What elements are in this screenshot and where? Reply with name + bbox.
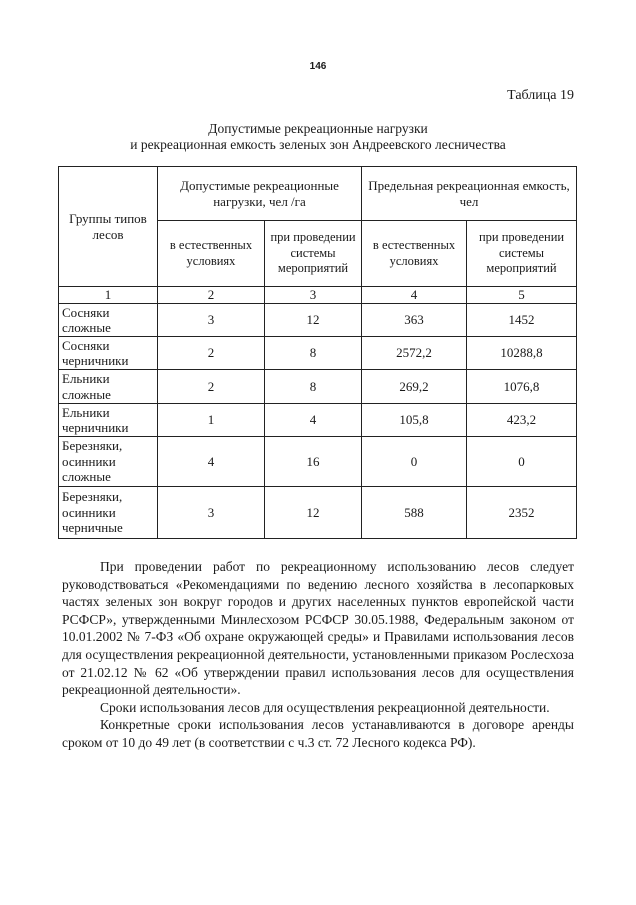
table-row	[59, 437, 577, 487]
table-title-line-2: и рекреационная емкость зеленых зон Андреевского лесничества	[130, 137, 506, 152]
forest-group-cell: Сосняки сложные	[59, 304, 158, 337]
table-title-line-1: Допустимые рекреационные нагрузки	[208, 121, 428, 136]
header-loads-natural: в естественных условиях	[158, 221, 265, 287]
paragraph: Сроки использования лесов для осуществления рекреационной деятельности.	[100, 699, 550, 715]
capacity-natural-cell: 363	[362, 304, 467, 337]
header-forest-groups: Группы типов лесов	[59, 167, 158, 287]
header-loads-measures: при проведении системы мероприятий	[265, 221, 362, 287]
capacity-measures-cell: 1452	[467, 304, 577, 337]
table-row	[59, 370, 577, 404]
header-recreational-capacity: Предельная рекреационная емкость, чел	[362, 167, 577, 221]
load-measures-cell: 12	[265, 487, 362, 539]
column-number: 3	[265, 287, 362, 304]
load-natural-cell: 3	[158, 304, 265, 337]
header-capacity-natural: в естественных условиях	[362, 221, 467, 287]
table-row	[59, 404, 577, 437]
paragraph: Конкретные сроки использования лесов устанавливаются в договоре аренды сроком от 10 до 49 лет (в соответствии с ч.3 ст. 72 Лесного кодекса РФ).	[62, 717, 574, 750]
forest-group-cell: Березняки, осинники сложные	[59, 437, 158, 487]
forest-group-cell: Ельники черничники	[59, 404, 158, 437]
load-measures-cell: 8	[265, 337, 362, 370]
load-natural-cell: 2	[158, 337, 265, 370]
capacity-natural-cell: 2572,2	[362, 337, 467, 370]
forest-group-cell: Ельники сложные	[59, 370, 158, 404]
table-title	[0, 121, 636, 153]
forest-group-cell: Сосняки черничники	[59, 337, 158, 370]
table-row	[59, 304, 577, 337]
capacity-measures-cell: 10288,8	[467, 337, 577, 370]
capacity-natural-cell: 269,2	[362, 370, 467, 404]
paragraph: При проведении работ по рекреационному использованию лесов следует руководствоваться «Рекомендациями по ведению лесного хозяйства в лесопарковых частях зеленых зон вокруг городов и других населенных пунктов европейской части РСФСР», утвержденными Минлесхозом РСФСР 30.05.1988, Федеральным законом от 10.01.2002 № 7-ФЗ «Об охране окружающей среды» и Правилами использования лесов для осуществления рекреационной деятельности, установленными приказом Рослесхоза от 21.02.12 № 62 «Об утверждении правил использования лесов для осуществления рекреационной деятельности».	[62, 559, 574, 698]
load-natural-cell: 2	[158, 370, 265, 404]
load-measures-cell: 12	[265, 304, 362, 337]
capacity-measures-cell: 0	[467, 437, 577, 487]
column-number: 4	[362, 287, 467, 304]
load-natural-cell: 3	[158, 487, 265, 539]
load-measures-cell: 4	[265, 404, 362, 437]
capacity-measures-cell: 2352	[467, 487, 577, 539]
column-number: 5	[467, 287, 577, 304]
body-text	[62, 558, 574, 752]
header-capacity-measures: при проведении системы мероприятий	[467, 221, 577, 287]
capacity-measures-cell: 1076,8	[467, 370, 577, 404]
load-measures-cell: 8	[265, 370, 362, 404]
column-number: 1	[59, 287, 158, 304]
recreation-table	[58, 166, 577, 539]
page-number: 146	[309, 61, 327, 72]
capacity-natural-cell: 0	[362, 437, 467, 487]
load-natural-cell: 4	[158, 437, 265, 487]
table-row	[59, 337, 577, 370]
load-natural-cell: 1	[158, 404, 265, 437]
load-measures-cell: 16	[265, 437, 362, 487]
table-label: Таблица 19	[507, 88, 574, 103]
capacity-natural-cell: 588	[362, 487, 467, 539]
capacity-natural-cell: 105,8	[362, 404, 467, 437]
forest-group-cell: Березняки, осинники черничные	[59, 487, 158, 539]
header-recreational-loads: Допустимые рекреационные нагрузки, чел /га	[158, 167, 362, 221]
capacity-measures-cell: 423,2	[467, 404, 577, 437]
column-number: 2	[158, 287, 265, 304]
table-row	[59, 487, 577, 539]
